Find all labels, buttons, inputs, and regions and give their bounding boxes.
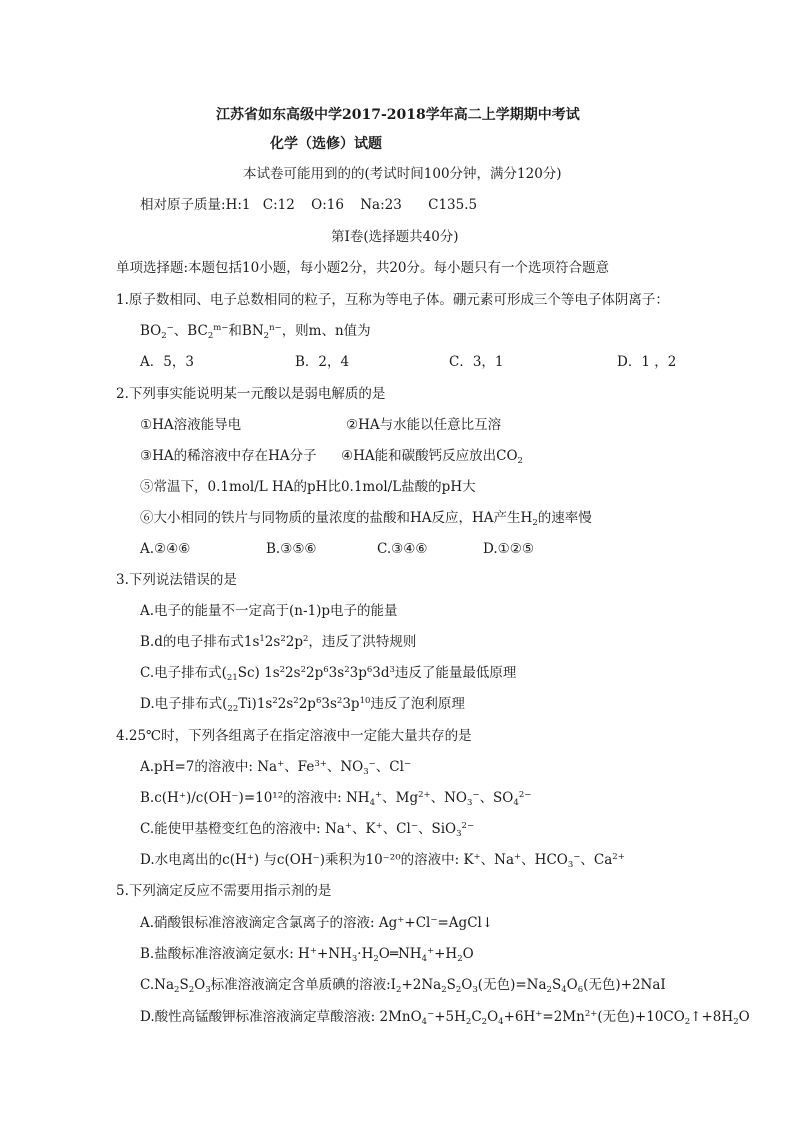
q1-option-a: A．5，3	[140, 354, 194, 370]
q4-stem: 4.25℃时，下列各组离子在指定溶液中一定能大量共存的是	[116, 728, 472, 744]
q2-statement-2: ②HA与水能以任意比互溶	[346, 417, 502, 433]
q2-statement-4: ④HA能和碳酸钙反应放出$CO_2$	[341, 448, 523, 466]
q3-stem: 3.下列说法错误的是	[116, 572, 237, 588]
q5-option-a: A.硝酸银标准溶液滴定含氯离子的溶液: Ag++Cl−=AgCl↓	[140, 915, 494, 931]
q2-statement-1: ①HA溶液能导电	[140, 417, 242, 433]
q2-stem: 2.下列事实能说明某一元酸以是弱电解质的是	[116, 386, 386, 402]
q4-option-b: B.c(H⁺)/c(OH⁻)=10¹²的溶液中: $NH_4^+$、$Mg^{2+}$、$NO_3^-$、$SO_4^{2-}$	[140, 790, 532, 808]
q1-option-c: C．3，1	[449, 354, 504, 370]
q2-option-a: A.②④⑥	[140, 541, 191, 557]
q2-statement-3: ③HA的稀溶液中存在HA分子	[140, 448, 317, 464]
section-title: 第Ⅰ卷(选择题共40分)	[331, 229, 459, 245]
q5-stem: 5.下列滴定反应不需要用指示剂的是	[116, 883, 332, 899]
q4-option-d: D.水电离出的c(H⁺) 与c(OH⁻)乘积为10⁻²⁰的溶液中: K+、Na+、$HCO_3^-$、$Ca^{2+}$	[140, 852, 625, 870]
q3-option-b: B.d的电子排布式$1s^12s^22p^2$，违反了洪特规则	[140, 634, 417, 650]
subject-title: 化学（选修）试题	[270, 136, 382, 152]
exam-note: 本试卷可能用到的的(考试时间100分钟，满分120分)	[243, 166, 562, 182]
q1-option-b: B．2，4	[295, 354, 350, 370]
q4-option-a: A.pH=7的溶液中: Na+、$Fe^{3+}$、$NO_3^-$、Cl−	[140, 759, 412, 777]
q4-option-c: C.能使甲基橙变红色的溶液中: Na+、K+、Cl−、SiO$_3^{2-}$	[140, 821, 475, 839]
q2-statement-5: ⑤常温下，0.1mol/L HA的pH比0.1mol/L盐酸的pH大	[140, 479, 476, 495]
q2-statement-6: ⑥大小相同的铁片与同物质的量浓度的盐酸和HA反应，HA产生$H_2$的速率慢	[140, 510, 592, 528]
q1-option-d: D．1 ，2	[617, 354, 677, 370]
q3-option-c: C.电子排布式$(_{21}Sc)$ $1s^22s^22p^63s^23p^63d^3$违反了能量最低原理	[140, 665, 517, 683]
section-instruction: 单项选择题:本题包括10小题，每小题2分，共20分。每小题只有一个选项符合题意	[116, 260, 609, 276]
atomic-masses: 相对原子质量:H:1 C:12 O:16 Na:23 C135.5	[140, 197, 478, 213]
q5-option-b: B.盐酸标准溶液滴定氨水: $H^++NH_3\cdot H_2O═NH_4^++H_2O$	[140, 946, 474, 964]
q2-option-c: C.③④⑥	[377, 541, 428, 557]
q1-ions: $BO_2^-$、$BC_2^{m-}$和$BN_2^{n-}$，则m、n值为	[140, 323, 371, 341]
q1-stem: 1.原子数相同、电子总数相同的粒子，互称为等电子体。硼元素可形成三个等电子体阴离子：	[116, 292, 669, 308]
q3-option-d: D.电子排布式$(_{22}Ti)1s^22s^22p^63s^23p^{10}$违反了泡利原理	[140, 696, 465, 714]
q5-option-c: $C.Na_2S_2O_3$标准溶液滴定含单质碘的溶液$:I_2+2Na_2S_2O_3$(无色)$=Na_2S_4O_6$(无色)+2NaI	[140, 977, 666, 995]
q3-option-a: A.电子的能量不一定高于(n-1)p电子的能量	[140, 603, 398, 619]
q5-option-d: D.酸性高锰酸钾标准溶液滴定草酸溶液: $2MnO_4^-+5H_2C_2O_4+6H^+=2Mn^{2+}$(无色)$+10CO_2↑+8H_2O$	[140, 1009, 750, 1027]
q2-option-b: B.③⑤⑥	[266, 541, 317, 557]
exam-title: 江苏省如东高级中学2017-2018学年高二上学期期中考试	[216, 107, 580, 123]
q2-option-d: D.①②⑤	[483, 541, 534, 557]
